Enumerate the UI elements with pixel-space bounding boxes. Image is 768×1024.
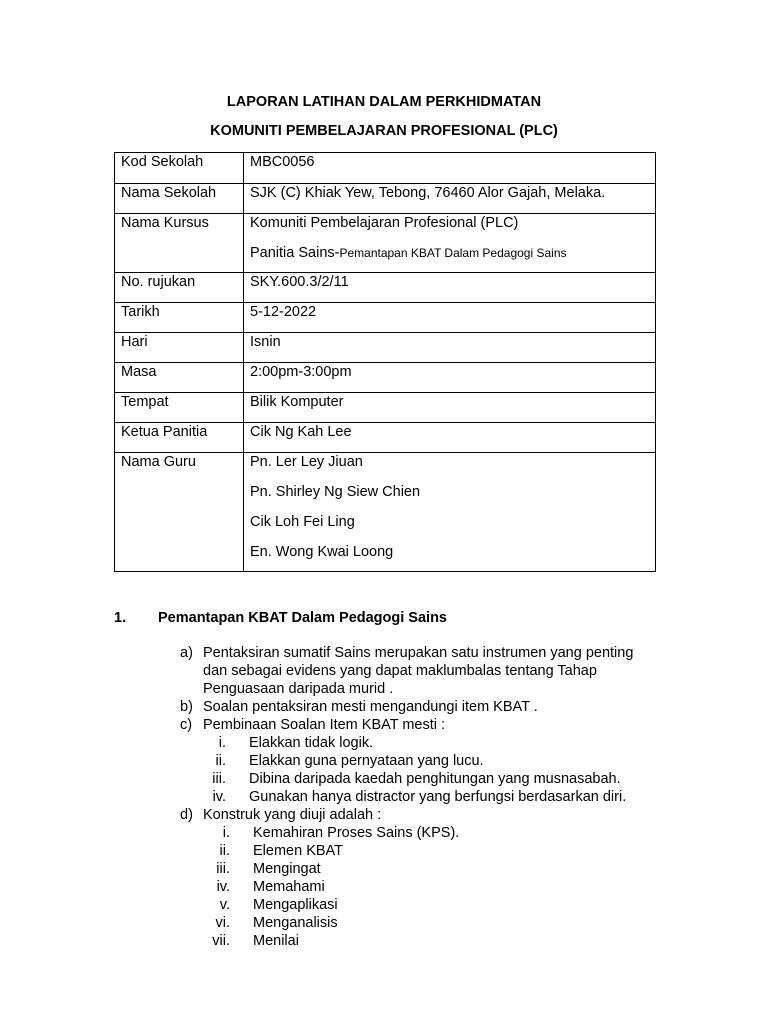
- table-row: [115, 153, 656, 184]
- row-label: Nama Guru: [115, 453, 244, 572]
- sub-item-text: Memahami: [253, 879, 325, 895]
- table-row: [115, 214, 656, 273]
- list-item-text: Pembinaan Soalan Item KBAT mesti :: [203, 717, 446, 733]
- sub-item-text: Dibina daripada kaedah penghitungan yang musnasabah.: [249, 771, 621, 787]
- sub-item-label: v.: [219, 897, 230, 913]
- list-item-label: d): [180, 807, 193, 823]
- row-label: Nama Kursus: [115, 214, 244, 273]
- row-value: Bilik Komputer: [244, 393, 656, 423]
- sub-item-text: Elakkan tidak logik.: [249, 735, 374, 751]
- row-value: Komuniti Pembelajaran Profesional (PLC) Panitia Sains-Pemantapan KBAT Dalam Pedagogi Sains: [244, 214, 656, 273]
- row-value: Pn. Ler Ley Jiuan Pn. Shirley Ng Siew Chien Cik Loh Fei Ling En. Wong Kwai Loong: [244, 453, 656, 572]
- sub-item-text: Kemahiran Proses Sains (KPS).: [253, 825, 460, 841]
- sub-item-label: iv.: [216, 879, 230, 895]
- row-label: Hari: [115, 333, 244, 363]
- list-item-label: b): [180, 699, 193, 715]
- sub-item-text: Menganalisis: [253, 915, 338, 931]
- sub-item-text: Elakkan guna pernyataan yang lucu.: [249, 753, 484, 769]
- section-title: Pemantapan KBAT Dalam Pedagogi Sains: [158, 610, 447, 626]
- sub-item-label: iii.: [212, 771, 226, 787]
- list-item-label: c): [180, 717, 193, 733]
- row-label: Tempat: [115, 393, 244, 423]
- report-subtitle: KOMUNITI PEMBELAJARAN PROFESIONAL (PLC): [210, 123, 558, 139]
- row-label: Tarikh: [115, 303, 244, 333]
- sub-item-text: Gunakan hanya distractor yang berfungsi berdasarkan diri.: [249, 789, 627, 805]
- sub-item-label: i.: [218, 735, 226, 751]
- table-row: [115, 184, 656, 214]
- course-subtitle: Pemantapan KBAT Dalam Pedagogi Sains: [339, 246, 567, 260]
- section-heading: [114, 610, 447, 626]
- info-table: [114, 152, 656, 572]
- row-value: 5-12-2022: [244, 303, 656, 333]
- table-row: [115, 333, 656, 363]
- row-label: No. rujukan: [115, 273, 244, 303]
- table-row: [115, 423, 656, 453]
- row-value: SKY.600.3/2/11: [244, 273, 656, 303]
- sub-item-text: Mengaplikasi: [253, 897, 338, 913]
- sub-item-label: ii.: [219, 843, 230, 859]
- sub-item-label: iv.: [212, 789, 226, 805]
- list-item-text: dan sebagai evidens yang dapat maklumbalas tentang Tahap: [203, 663, 597, 679]
- report-title: LAPORAN LATIHAN DALAM PERKHIDMATAN: [226, 94, 542, 110]
- sub-item-label: ii.: [215, 753, 226, 769]
- sub-item-text: Elemen KBAT: [253, 843, 343, 859]
- sub-item-label: i.: [222, 825, 230, 841]
- list-item-text: Soalan pentaksiran mesti mengandungi item KBAT .: [203, 699, 538, 715]
- table-row: [115, 393, 656, 423]
- section-number: 1.: [114, 610, 127, 626]
- table-row: [115, 363, 656, 393]
- table-row: [115, 303, 656, 333]
- row-value: 2:00pm-3:00pm: [244, 363, 656, 393]
- table-row: [115, 453, 656, 572]
- sub-item-text: Menilai: [253, 933, 299, 949]
- row-value: Cik Ng Kah Lee: [244, 423, 656, 453]
- row-value: MBC0056: [244, 153, 656, 184]
- sub-item-label: vii.: [212, 933, 230, 949]
- row-label: Nama Sekolah: [115, 184, 244, 214]
- row-value: SJK (C) Khiak Yew, Tebong, 76460 Alor Gajah, Melaka.: [244, 184, 656, 214]
- list-item-text: Penguasaan daripada murid .: [203, 681, 394, 697]
- list-item-label: a): [180, 645, 193, 661]
- row-label: Masa: [115, 363, 244, 393]
- section-body: [0, 644, 768, 964]
- row-label: Ketua Panitia: [115, 423, 244, 453]
- sub-item-label: iii.: [216, 861, 230, 877]
- row-label: Kod Sekolah: [115, 153, 244, 184]
- list-item-text: Konstruk yang diuji adalah :: [203, 807, 382, 823]
- row-value: Isnin: [244, 333, 656, 363]
- list-item-text: Pentaksiran sumatif Sains merupakan satu instrumen yang penting: [203, 645, 634, 661]
- sub-item-label: vi.: [215, 915, 230, 931]
- sub-item-text: Mengingat: [253, 861, 321, 877]
- table-row: [115, 273, 656, 303]
